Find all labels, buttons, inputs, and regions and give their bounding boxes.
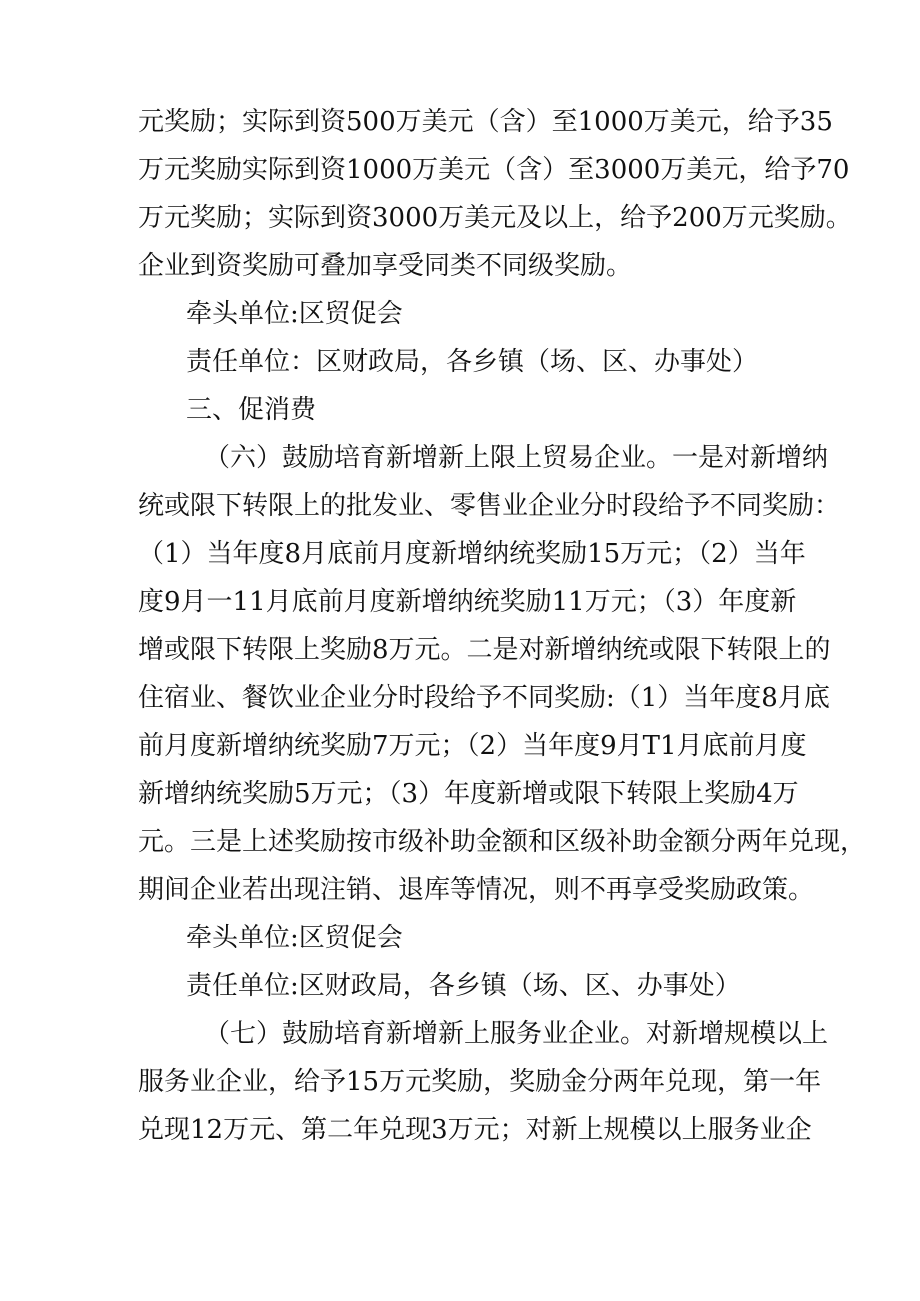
lead-unit-line: 牵头单位:区贸促会 (186, 299, 403, 329)
section-heading: 三、促消费 (186, 395, 317, 425)
paragraph-line: 住宿业、餐饮业企业分时段给予不同奖励:（1）当年度8月底 (138, 683, 830, 713)
responsible-unit-line: 责任单位:区财政局，各乡镇（场、区、办事处） (186, 971, 741, 1001)
lead-unit-line: 牵头单位:区贸促会 (186, 923, 403, 953)
paragraph-line: 元。三是上述奖励按市级补助金额和区级补助金额分两年兑现， (138, 827, 867, 857)
paragraph-line: 企业到资奖励可叠加享受同类不同级奖励。 (138, 251, 633, 281)
paragraph-line: 统或限下转限上的批发业、零售业企业分时段给予不同奖励： (138, 491, 841, 521)
paragraph-line: 服务业企业，给予15万元奖励，奖励金分两年兑现，第一年 (138, 1067, 822, 1097)
paragraph-line: （七）鼓励培育新增新上服务业企业。对新增规模以上 (204, 1019, 829, 1049)
paragraph-line: （1）当年度8月底前月度新增纳统奖励15万元；（2）当年 (138, 539, 806, 569)
responsible-unit-line: 责任单位：区财政局，各乡镇（场、区、办事处） (186, 347, 759, 377)
paragraph-line: 期间企业若出现注销、退库等情况，则不再享受奖励政策。 (138, 875, 815, 905)
paragraph-line: 万元奖励实际到资1000万美元（含）至3000万美元，给予70 (138, 155, 850, 185)
paragraph-line: 万元奖励；实际到资3000万美元及以上，给予200万元奖励。 (138, 203, 852, 233)
paragraph-line: 度9月一11月底前月度新增纳统奖励11万元；（3）年度新 (138, 587, 797, 617)
paragraph-line: 兑现12万元、第二年兑现3万元；对新上规模以上服务业企 (138, 1115, 812, 1145)
paragraph-line: 增或限下转限上奖励8万元。二是对新增纳统或限下转限上的 (138, 635, 831, 665)
paragraph-line: （六）鼓励培育新增新上限上贸易企业。一是对新增纳 (204, 443, 829, 473)
document-body (138, 98, 867, 1154)
paragraph-line: 元奖励；实际到资500万美元（含）至1000万美元，给予35 (138, 107, 833, 137)
paragraph-line: 前月度新增纳统奖励7万元；（2）当年度9月T1月底前月度 (138, 731, 807, 761)
paragraph-line: 新增纳统奖励5万元；（3）年度新增或限下转限上奖励4万 (138, 779, 799, 809)
